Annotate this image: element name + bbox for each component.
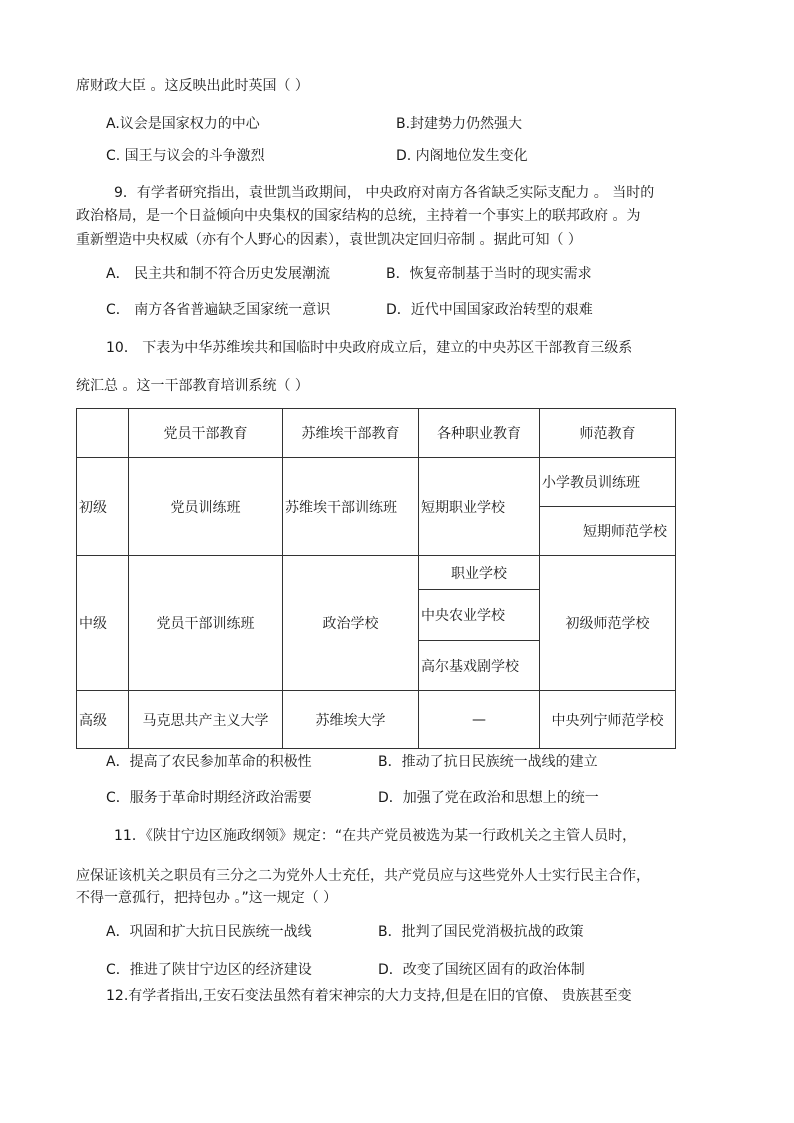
q10-option-c: C．服务于革命时期经济政治需要	[106, 790, 312, 806]
senior-normal: 中央列宁师范学校	[540, 691, 676, 749]
q10-option-d: D．加强了党在政治和思想上的统一	[378, 790, 599, 806]
q12-stem-line1: 12.有学者指出,王安石变法虽然有着宋神宗的大力支持,但是在旧的官僚、 贵族甚至变	[106, 988, 632, 1004]
q9-option-c: C． 南方各省普遍缺乏国家统一意识	[106, 302, 331, 318]
q8-stem-tail: 席财政大臣 。这反映出此时英国（ ）	[76, 78, 309, 94]
q9-option-b: B．恢复帝制基于当时的现实需求	[386, 266, 592, 282]
header-vocational: 各种职业教育	[419, 409, 540, 458]
q11-stem-line2: 应保证该机关之职员有三分之二为党外人士充任，共产党员应与这些党外人士实行民主合作，	[76, 868, 650, 884]
senior-vocational: —	[419, 691, 540, 749]
level-senior: 高级	[77, 691, 129, 749]
q9-option-a: A． 民主共和制不符合历史发展潮流	[106, 266, 331, 282]
level-middle: 中级	[77, 556, 129, 691]
cadre-education-table	[76, 408, 676, 749]
q11-stem-line1: 11．《陕甘宁边区施政纲领》规定：“在共产党员被选为某一行政机关之主管人员时，	[114, 828, 637, 844]
q8-option-a: A.议会是国家权力的中心	[106, 116, 260, 132]
q9-stem-line1: 9．有学者研究指出，袁世凯当政期间， 中央政府对南方各省缺乏实际支配力 。 当时的	[114, 185, 655, 201]
primary-party: 党员训练班	[129, 458, 283, 556]
table-corner-cell	[77, 409, 129, 458]
q10-stem-line1: 10． 下表为中华苏维埃共和国临时中央政府成立后，建立的中央苏区干部教育三级系	[106, 340, 633, 356]
q8-option-d: D. 内阁地位发生变化	[396, 148, 528, 164]
header-normal: 师范教育	[540, 409, 676, 458]
q11-stem-line3: 不得一意孤行，把持包办 。”这一规定（ ）	[76, 890, 338, 906]
q11-option-b: B．批判了国民党消极抗战的政策	[378, 924, 584, 940]
middle-vocational-3: 高尔基戏剧学校	[419, 641, 540, 691]
primary-soviet: 苏维埃干部训练班	[283, 458, 419, 556]
level-primary: 初级	[77, 458, 129, 556]
q10-stem-line2: 统汇总 。这一干部教育培训系统（ ）	[76, 378, 309, 394]
q8-option-c: C. 国王与议会的斗争激烈	[106, 148, 265, 164]
primary-normal-1: 小学教员训练班	[540, 458, 676, 507]
q9-stem-line3: 重新塑造中央权威（亦有个人野心的因素），袁世凯决定回归帝制 。据此可知（ ）	[76, 232, 582, 248]
header-soviet-cadre: 苏维埃干部教育	[283, 409, 419, 458]
q9-stem-line2: 政治格局，是一个日益倾向中央集权的国家结构的总统，主持着一个事实上的联邦政府 。为	[76, 208, 641, 224]
middle-normal: 初级师范学校	[540, 556, 676, 691]
q11-option-d: D．改变了国统区固有的政治体制	[378, 962, 585, 978]
q11-option-a: A．巩固和扩大抗日民族统一战线	[106, 924, 312, 940]
q11-option-c: C．推进了陕甘宁边区的经济建设	[106, 962, 312, 978]
primary-normal-2: 短期师范学校	[540, 507, 676, 556]
senior-party: 马克思共产主义大学	[129, 691, 283, 749]
q10-option-b: B．推动了抗日民族统一战线的建立	[378, 754, 598, 770]
middle-party: 党员干部训练班	[129, 556, 283, 691]
primary-vocational: 短期职业学校	[419, 458, 540, 556]
q10-option-a: A．提高了农民参加革命的积极性	[106, 754, 312, 770]
q8-option-b: B.封建势力仍然强大	[396, 116, 523, 132]
senior-soviet: 苏维埃大学	[283, 691, 419, 749]
middle-vocational-2: 中央农业学校	[419, 590, 540, 641]
middle-soviet: 政治学校	[283, 556, 419, 691]
q9-option-d: D．近代中国国家政治转型的艰难	[386, 302, 593, 318]
middle-vocational-1: 职业学校	[419, 556, 540, 590]
header-party-cadre: 党员干部教育	[129, 409, 283, 458]
